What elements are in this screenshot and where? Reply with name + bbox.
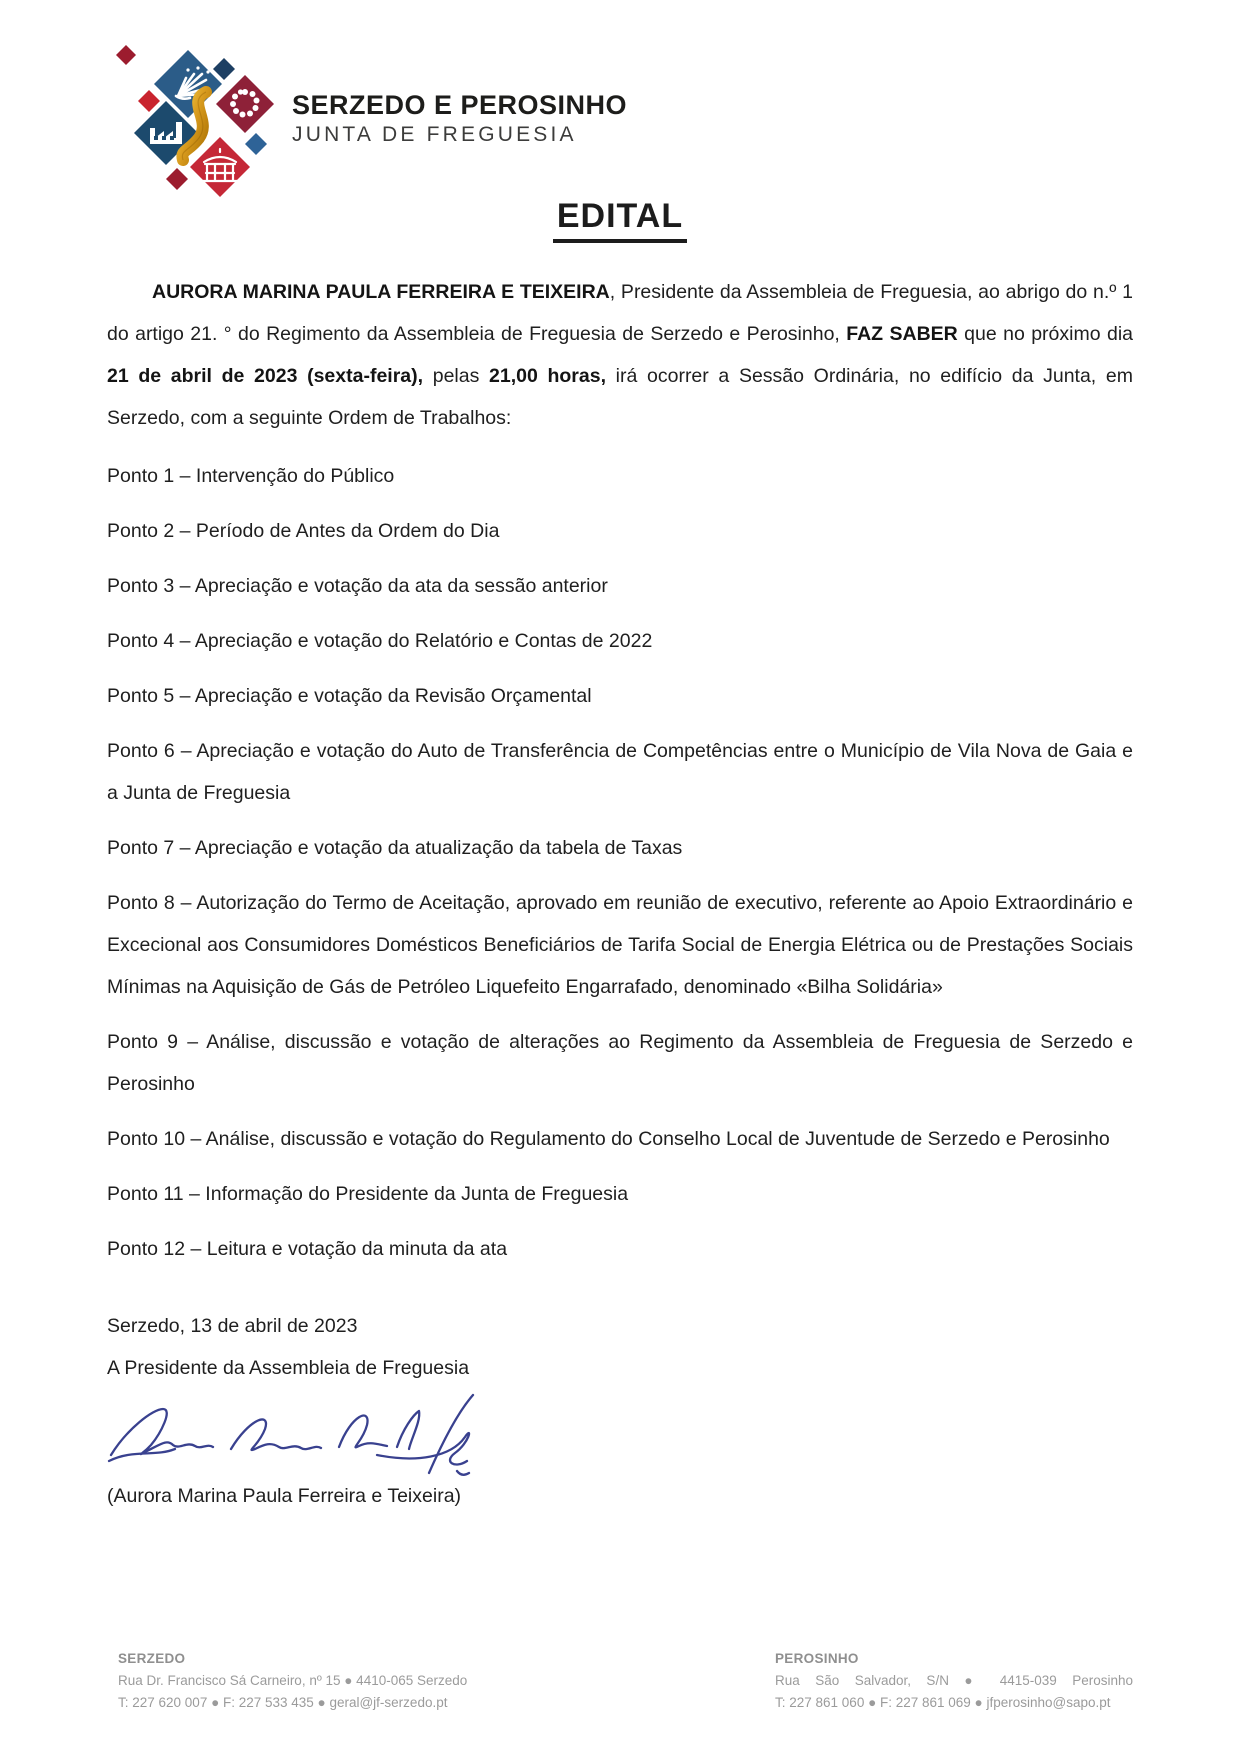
signature-ink — [107, 1389, 507, 1477]
agenda-item: Ponto 3 – Apreciação e votação da ata da sessão anterior — [107, 575, 608, 597]
small-diamond-dark-red-bottom — [166, 168, 188, 190]
footer-serzedo — [118, 1648, 478, 1714]
agenda-item: Ponto 12 – Leitura e votação da minuta da ata — [107, 1238, 508, 1260]
parish-name: SERZEDO E PEROSINHO — [292, 90, 628, 120]
agenda-item: Ponto 2 – Período de Antes da Ordem do Dia — [107, 520, 500, 542]
small-diamond-red-left — [138, 90, 160, 112]
document-title: EDITAL — [107, 196, 1133, 243]
agenda-item: Ponto 5 – Apreciação e votação da Revisão Orçamental — [107, 685, 592, 707]
agenda-list — [107, 455, 1133, 1270]
agenda-item: Ponto 10 – Análise, discussão e votação do Regulamento do Conselho Local de Juventude de Serzedo e Perosinho — [107, 1128, 1110, 1150]
signer-name: (Aurora Marina Paula Ferreira e Teixeira) — [107, 1485, 462, 1507]
parish-subtitle: JUNTA DE FREGUESIA — [292, 123, 577, 146]
footer-serzedo-title: SERZEDO — [118, 1651, 186, 1666]
document-body — [107, 196, 1133, 1511]
agenda-item: Ponto 6 – Apreciação e votação do Auto de Transferência de Competências entre o Município de Vila Nova de Gaia e a Junta de Freguesia — [107, 740, 1133, 804]
small-diamond-blue-right — [245, 133, 267, 155]
date-line: Serzedo, 13 de abril de 2023 — [107, 1315, 358, 1337]
signature — [107, 1389, 1133, 1477]
footer-serzedo-contacts: T: 227 620 007 ● F: 227 533 435 ● geral@jf-serzedo.pt — [118, 1695, 448, 1710]
footer-perosinho-contacts: T: 227 861 060 ● F: 227 861 069 ● jfperosinho@sapo.pt — [775, 1695, 1111, 1710]
parish-logo-mark — [116, 40, 296, 210]
footer-serzedo-address: Rua Dr. Francisco Sá Carneiro, nº 15 ● 4410-065 Serzedo — [118, 1673, 468, 1688]
agenda-item: Ponto 4 – Apreciação e votação do Relatório e Contas de 2022 — [107, 630, 653, 652]
agenda-item: Ponto 8 – Autorização do Termo de Aceitação, aprovado em reunião de executivo, referente ao Apoio Extraordinário e Excecional aos Consumidores Domésticos Beneficiários de Tarifa Social de Energia Elétrica ou de Prestações Sociais Mínimas na Aquisição de Gás de Petróleo Liquefeito Engarrafado, denominado «Bilha Solidária» — [107, 892, 1133, 998]
agenda-item: Ponto 9 – Análise, discussão e votação de alterações ao Regimento da Assembleia de Freguesia de Serzedo e Perosinho — [107, 1031, 1133, 1095]
agenda-item: Ponto 7 – Apreciação e votação da atualização da tabela de Taxas — [107, 837, 683, 859]
footer-perosinho-title: PEROSINHO — [775, 1651, 859, 1666]
parish-wordmark — [292, 90, 672, 148]
intro-paragraph: AURORA MARINA PAULA FERREIRA E TEIXEIRA, Presidente da Assembleia de Freguesia, ao abrigo do n.º 1 do artigo 21. ° do Regimento da Assembleia de Freguesia de Serzedo e Perosinho, FAZ SABER que no próximo dia 21 de abril de 2023 (sexta-feira), pelas 21,00 horas, irá ocorrer a Sessão Ordinária, no edifício da Junta, em Serzedo, com a seguinte Ordem de Trabalhos: — [107, 281, 1133, 429]
small-diamond-navy-top — [213, 58, 235, 80]
footer-perosinho — [775, 1648, 1133, 1714]
wreath-icon — [216, 75, 274, 133]
footer-perosinho-address: Rua São Salvador, S/N ● 4415-039 Perosinho — [775, 1673, 1133, 1688]
parish-logo — [116, 40, 676, 210]
signer-role: A Presidente da Assembleia de Freguesia — [107, 1357, 470, 1379]
agenda-item: Ponto 11 – Informação do Presidente da Junta de Freguesia — [107, 1183, 629, 1205]
agenda-item: Ponto 1 – Intervenção do Público — [107, 465, 395, 487]
small-diamond-dark-red-top — [116, 45, 136, 65]
